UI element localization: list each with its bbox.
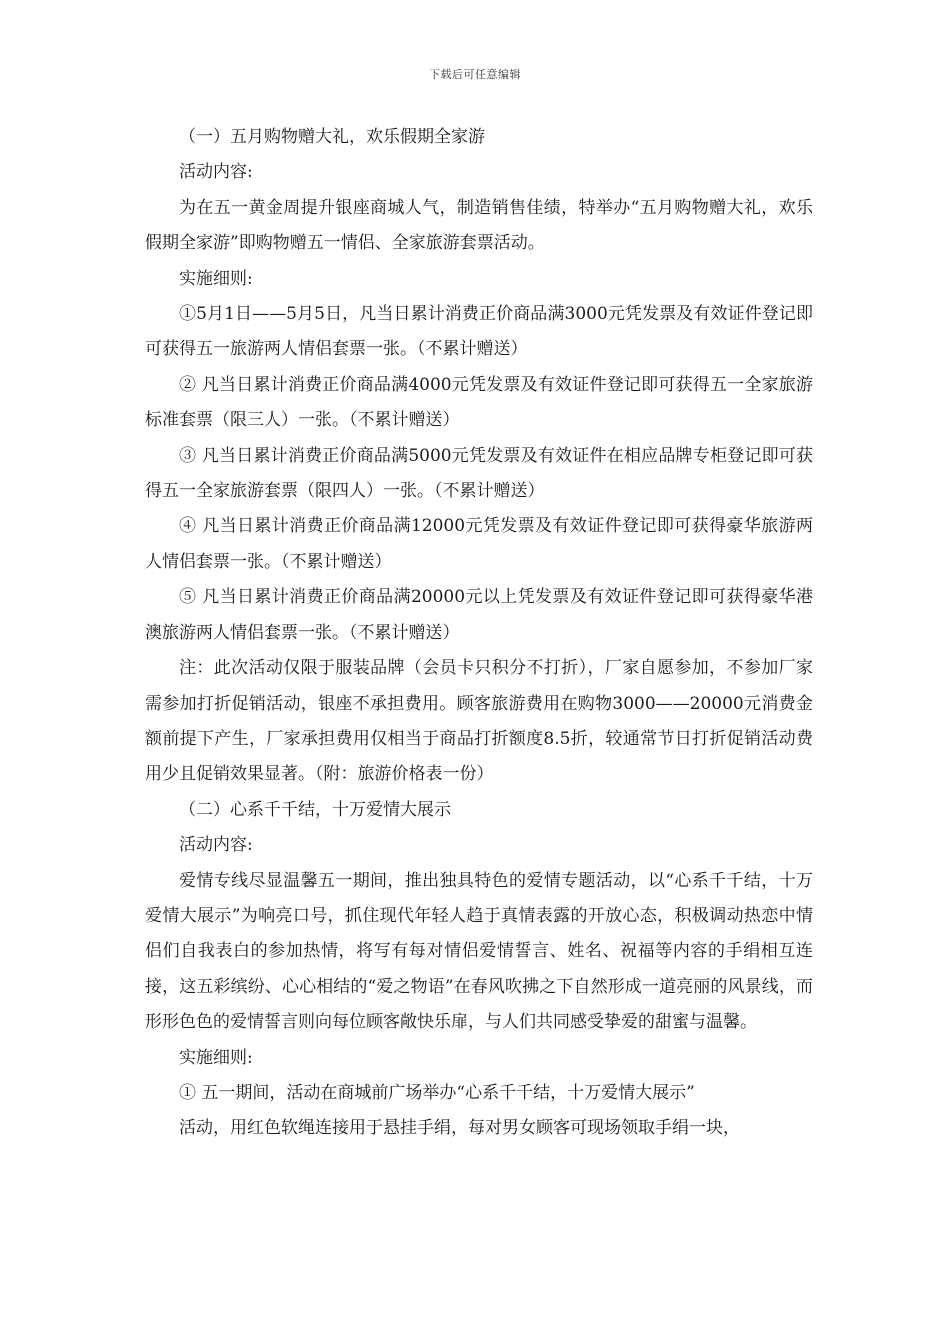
- section-heading-1: （一）五月购物赠大礼，欢乐假期全家游: [179, 127, 485, 147]
- label-implementation-rules-1: 实施细则:: [179, 268, 253, 289]
- rule-item-2-1-continued: 活动，用红色软绳连接用于悬挂手绢，每对男女顾客可现场领取手绢一块，: [179, 1118, 740, 1139]
- paragraph-intro-1: 为在五一黄金周提升银座商城人气，制造销售佳绩，特举办“五月购物赠大礼，欢乐假期全家游”即购物赠五一情侣、全家旅游套票活动。: [145, 197, 813, 254]
- rule-item-1: ①5月1日——5月5日，凡当日累计消费正价商品满3000元凭发票及有效证件登记即可获得五一旅游两人情侣套票一张。（不累计赠送）: [145, 304, 813, 360]
- label-activity-content-1: 活动内容:: [179, 162, 253, 183]
- rule-item-4: ④ 凡当日累计消费正价商品满12000元凭发票及有效证件登记即可获得豪华旅游两人情侣套票一张。（不累计赠送）: [145, 516, 813, 572]
- label-implementation-rules-2: 实施细则:: [179, 1047, 253, 1068]
- page-header-note: 下载后可任意编辑: [429, 68, 521, 81]
- rule-item-2-1: ① 五一期间，活动在商城前广场举办“心系千千结，十万爱情大展示”: [179, 1082, 695, 1103]
- section-heading-2: （二）心系千千结，十万爱情大展示: [179, 799, 451, 820]
- label-activity-content-2: 活动内容:: [179, 835, 253, 856]
- document-body: [145, 120, 813, 1147]
- rule-item-3: ③ 凡当日累计消费正价商品满5000元凭发票及有效证件在相应品牌专柜登记即可获得五一全家旅游套票（限四人）一张。（不累计赠送）: [145, 445, 813, 502]
- note-paragraph: 注：此次活动仅限于服装品牌（会员卡只积分不打折），厂家自愿参加，不参加厂家需参加打折促销活动，银座不承担费用。顾客旅游费用在购物3000——20000元消费金额前提下产生，厂家承担费用仅相当于商品打折额度8.5折，较通常节日打折促销活动费用少且促销效果显著。（附：旅游价格表一份）: [145, 658, 813, 785]
- paragraph-intro-2: 爱情专线尽显温馨五一期间，推出独具特色的爱情专题活动，以“心系千千结，十万爱情大展示”为响亮口号，抓住现代年轻人趋于真情表露的开放心态，积极调动热恋中情侣们自我表白的参加热情，将写有每对情侣爱情誓言、姓名、祝福等内容的手绢相互连接，这五彩缤纷、心心相结的“爱之物语”在春风吹拂之下自然形成一道亮丽的风景线，而形形色色的爱情誓言则向每位顾客敞快乐扉，与人们共同感受挚爱的甜蜜与温馨。: [145, 870, 813, 1033]
- rule-item-2: ② 凡当日累计消费正价商品满4000元凭发票及有效证件登记即可获得五一全家旅游标准套票（限三人）一张。（不累计赠送）: [145, 374, 813, 431]
- rule-item-5: ⑤ 凡当日累计消费正价商品满20000元以上凭发票及有效证件登记即可获得豪华港澳旅游两人情侣套票一张。（不累计赠送）: [145, 587, 813, 643]
